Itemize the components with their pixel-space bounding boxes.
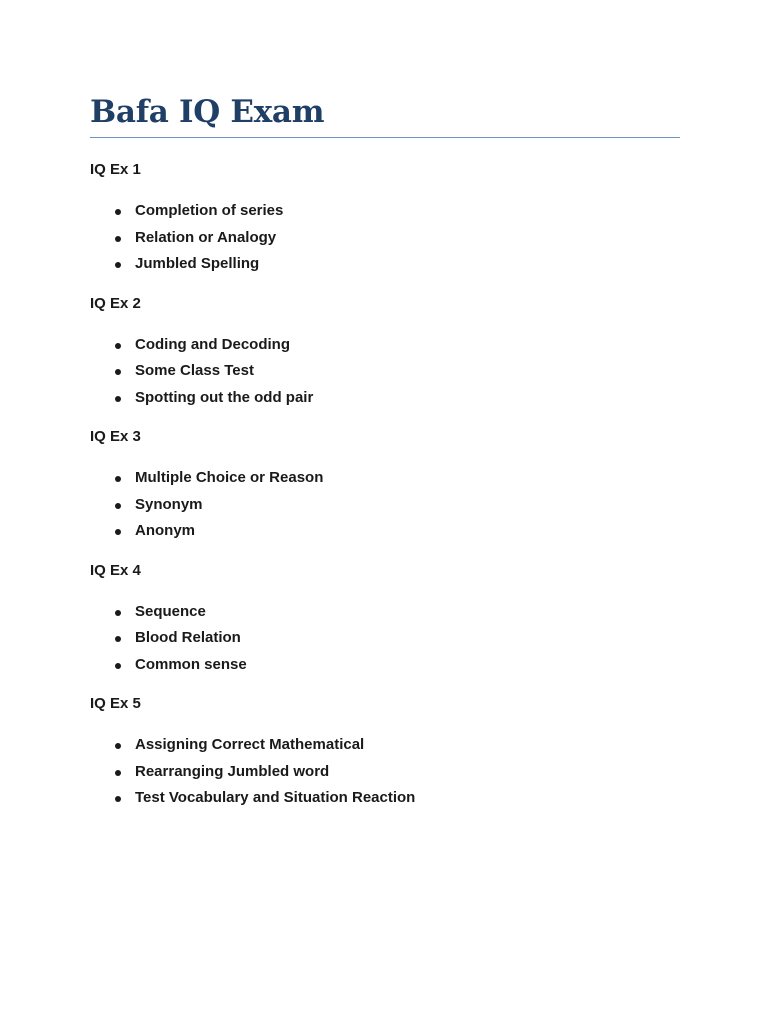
list-item <box>90 625 690 652</box>
list-item-text: Sequence <box>135 602 206 620</box>
bullet-dot-icon <box>115 636 121 642</box>
list-item-text: Anonym <box>135 522 195 539</box>
bullet-list <box>90 198 690 278</box>
bullet-dot-icon <box>115 209 121 215</box>
document-body <box>90 158 690 826</box>
bullet-dot-icon <box>115 503 121 509</box>
list-item <box>90 225 690 252</box>
list-item-text: Completion of series <box>135 202 284 219</box>
bullet-list <box>90 465 690 545</box>
list-item <box>90 332 690 359</box>
list-item-text: Rearranging Jumbled word <box>135 762 330 780</box>
list-item <box>90 492 690 519</box>
bullet-dot-icon <box>115 236 121 242</box>
list-item-text: Coding and Decoding <box>135 335 290 353</box>
list-item <box>90 599 690 626</box>
list-item-text: Synonym <box>135 495 203 513</box>
bullet-list <box>90 599 690 679</box>
list-item <box>90 732 690 759</box>
section-iq-ex-5 <box>90 692 690 812</box>
list-item-text: Test Vocabulary and Situation Reaction <box>135 789 416 806</box>
list-item <box>90 465 690 492</box>
list-item <box>90 385 690 412</box>
section-heading: IQ Ex 1 <box>90 161 141 178</box>
list-item-text: Jumbled Spelling <box>135 255 260 272</box>
list-item <box>90 251 690 278</box>
list-item-text: Spotting out the odd pair <box>135 388 314 406</box>
list-item-text: Blood Relation <box>135 629 241 646</box>
list-item-text: Common sense <box>135 655 247 673</box>
bullet-dot-icon <box>115 770 121 776</box>
section-iq-ex-1 <box>90 158 690 278</box>
list-item-text: Multiple Choice or Reason <box>135 469 324 486</box>
list-item <box>90 518 690 545</box>
bullet-list <box>90 732 690 812</box>
section-heading: IQ Ex 3 <box>90 428 141 445</box>
section-iq-ex-4 <box>90 559 690 679</box>
document-title: Bafa IQ Exam <box>90 94 325 130</box>
list-item <box>90 759 690 786</box>
bullet-dot-icon <box>115 743 121 749</box>
bullet-dot-icon <box>115 529 121 535</box>
bullet-dot-icon <box>115 262 121 268</box>
title-underline <box>90 137 680 138</box>
section-heading: IQ Ex 4 <box>90 561 141 579</box>
list-item <box>90 198 690 225</box>
list-item-text: Assigning Correct Mathematical <box>135 736 365 753</box>
section-heading: IQ Ex 2 <box>90 294 141 312</box>
bullet-dot-icon <box>115 396 121 402</box>
list-item-text: Some Class Test <box>135 362 254 379</box>
list-item <box>90 785 690 812</box>
bullet-dot-icon <box>115 610 121 616</box>
bullet-dot-icon <box>115 663 121 669</box>
bullet-list <box>90 332 690 412</box>
section-iq-ex-3 <box>90 425 690 545</box>
list-item <box>90 652 690 679</box>
section-iq-ex-2 <box>90 292 690 412</box>
bullet-dot-icon <box>115 369 121 375</box>
list-item <box>90 358 690 385</box>
list-item-text: Relation or Analogy <box>135 228 277 246</box>
bullet-dot-icon <box>115 796 121 802</box>
section-heading: IQ Ex 5 <box>90 695 141 712</box>
bullet-dot-icon <box>115 343 121 349</box>
bullet-dot-icon <box>115 476 121 482</box>
